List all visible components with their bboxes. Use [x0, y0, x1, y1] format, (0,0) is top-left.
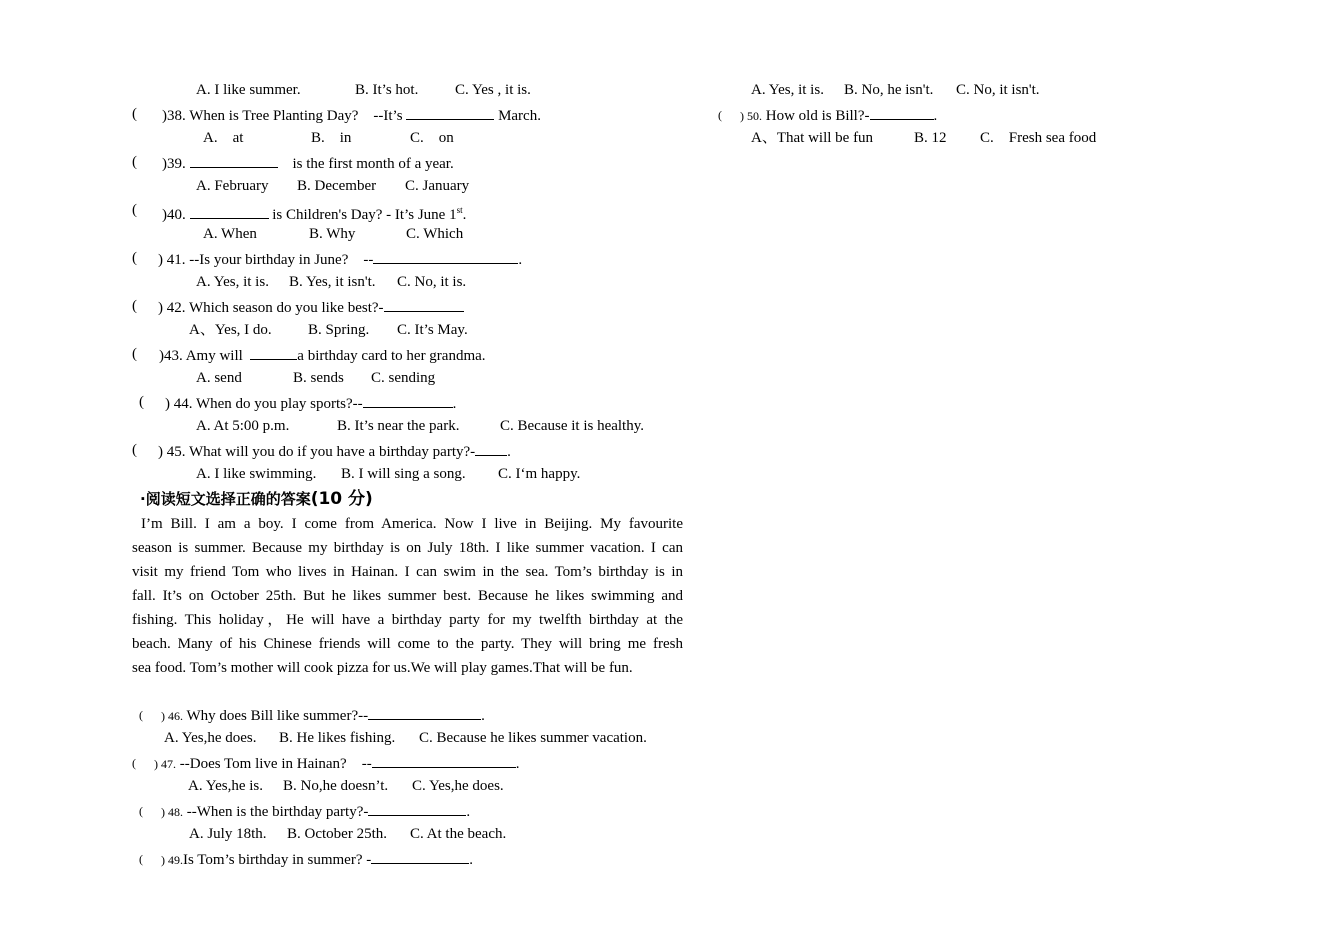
- q39-paren: (: [132, 154, 137, 170]
- reading-heading-text: ·阅读短文选择正确的答案: [140, 490, 311, 508]
- q43-answer-blank[interactable]: [250, 345, 297, 360]
- q46-text: Why does Bill like summer?--: [186, 708, 369, 724]
- q48-option-b: B. October 25th.: [287, 826, 387, 842]
- q46-option-b: B. He likes fishing.: [279, 730, 396, 746]
- q47-paren: (: [132, 756, 136, 770]
- reading-passage: [132, 512, 683, 680]
- q49-text: Is Tom’s birthday in summer? -: [183, 852, 372, 868]
- q48-text: --When is the birthday party?-: [186, 804, 369, 820]
- q48-option-a: A. July 18th.: [189, 826, 267, 842]
- q50-answer-blank[interactable]: [870, 105, 934, 120]
- question-44: [165, 393, 456, 413]
- q47-text-end: .: [515, 756, 520, 772]
- q44-option-c: C. Because it is healthy.: [500, 418, 644, 434]
- q42-number: ) 42.: [158, 300, 186, 316]
- q50-option-c: C. Fresh sea food: [980, 130, 1097, 146]
- q38-text-end: March.: [498, 108, 541, 124]
- q45-text-end: .: [507, 444, 511, 460]
- q49-paren: (: [139, 852, 143, 866]
- q48-answer-blank[interactable]: [368, 801, 466, 816]
- q42-answer-blank[interactable]: [384, 297, 464, 312]
- q47-text: --Does Tom live in Hainan?: [179, 756, 347, 772]
- q46-option-c: C. Because he likes summer vacation.: [419, 730, 647, 746]
- q39-option-a: A. February: [196, 178, 269, 194]
- q46-text-end: .: [481, 708, 485, 724]
- passage-line: beach. Many of his Chinese friends will come to the party. They will bring me fresh: [132, 636, 683, 652]
- q44-text: When do you play sports?--: [195, 396, 363, 412]
- q44-text-end: .: [452, 396, 457, 412]
- q47-answer-blank[interactable]: [372, 753, 516, 768]
- q46-paren: (: [139, 708, 143, 722]
- question-43: [159, 345, 486, 365]
- q48-option-c: C. At the beach.: [410, 826, 507, 842]
- passage-line: fishing. This holiday，He will have a birthday party for my twelfth birthday at the: [132, 612, 683, 628]
- q46-number: ) 46.: [161, 709, 183, 723]
- q48-text-end: .: [466, 804, 471, 820]
- q49-text-end: .: [469, 852, 473, 868]
- q50-number: ) 50.: [740, 109, 762, 123]
- q38-option-a: A. at: [203, 130, 244, 146]
- q45-option-c: C. I‘m happy.: [498, 466, 581, 482]
- q39-option-c: C. January: [405, 178, 470, 194]
- q49-option-a: A. Yes, it is.: [751, 82, 824, 98]
- q43-paren: (: [132, 346, 137, 362]
- q44-number: ) 44.: [165, 396, 193, 412]
- q41-paren: (: [132, 250, 137, 266]
- q40-option-c: C. Which: [406, 226, 464, 242]
- q38-answer-blank[interactable]: [406, 105, 494, 120]
- q43-option-c: C. sending: [371, 370, 436, 386]
- q42-option-c: C. It’s May.: [397, 322, 468, 338]
- q40-text: is Children's Day? - It’s June 1: [272, 207, 457, 223]
- q41-option-a: A. Yes, it is.: [196, 274, 269, 290]
- q44-option-a: A. At 5:00 p.m.: [196, 418, 290, 434]
- question-38: [162, 105, 541, 125]
- q47-option-c: C. Yes,he does.: [412, 778, 504, 794]
- passage-line: I’m Bill. I am a boy. I come from America. Now I live in Beijing. My favourite: [141, 516, 683, 532]
- q41-answer-blank[interactable]: [373, 249, 518, 264]
- q37-option-c: C. Yes , it is.: [455, 82, 531, 98]
- reading-heading-score: (10 分): [310, 489, 373, 509]
- q50-option-b: B. 12: [914, 130, 947, 146]
- q40-option-b: B. Why: [309, 226, 356, 242]
- q48-number: ) 48.: [161, 805, 183, 819]
- q40-answer-blank[interactable]: [190, 204, 269, 219]
- question-40: [162, 201, 466, 224]
- q46-answer-blank[interactable]: [368, 705, 481, 720]
- reading-section-heading: [140, 484, 373, 509]
- q39-text: is the first month of a year.: [292, 156, 454, 172]
- passage-line: season is summer. Because my birthday is on July 18th. I like summer vacation. I can: [132, 540, 683, 556]
- q50-text-end: .: [933, 108, 938, 124]
- question-41: [158, 249, 522, 269]
- question-49: [161, 849, 473, 869]
- q41-text-end: .: [518, 252, 523, 268]
- question-42: [158, 297, 464, 317]
- q48-paren: (: [139, 804, 143, 818]
- q42-text: Which season do you like best?-: [188, 300, 384, 316]
- q49-option-b: B. No, he isn't.: [844, 82, 934, 98]
- q40-text-end: .: [462, 207, 467, 223]
- q38-number: )38.: [162, 108, 186, 124]
- q45-option-b: B. I will sing a song.: [341, 466, 466, 482]
- q45-text: What will you do if you have a birthday party?-: [188, 444, 476, 460]
- q38-answer-prefix: --It’s: [373, 108, 403, 124]
- q45-answer-blank[interactable]: [475, 441, 507, 456]
- question-39: [162, 153, 454, 173]
- q39-option-b: B. December: [297, 178, 377, 194]
- q41-option-c: C. No, it is.: [397, 274, 467, 290]
- q38-paren: (: [132, 106, 137, 122]
- q37-option-a: A. I like summer.: [196, 82, 301, 98]
- q50-paren: (: [718, 108, 722, 122]
- q43-text: Amy will: [185, 348, 243, 364]
- q40-superscript: st: [456, 205, 463, 215]
- passage-line: visit my friend Tom who lives in Hainan. I can swim in the sea. Tom’s birthday is in: [132, 564, 683, 580]
- q41-option-b: B. Yes, it isn't.: [289, 274, 376, 290]
- q43-option-a: A. send: [196, 370, 242, 386]
- q38-option-c: C. on: [410, 130, 454, 146]
- q47-answer-prefix: --: [361, 756, 372, 772]
- question-47: [154, 753, 519, 773]
- q44-paren: (: [139, 394, 144, 410]
- question-46: [161, 705, 485, 725]
- q44-answer-blank[interactable]: [363, 393, 453, 408]
- q41-text: --Is your birthday in June?: [189, 252, 349, 268]
- q49-number: ) 49.: [161, 853, 183, 867]
- q42-option-a: A、Yes, I do.: [189, 322, 272, 338]
- q41-answer-prefix: --: [363, 252, 374, 268]
- question-50: [740, 105, 937, 125]
- q40-number: )40.: [162, 207, 186, 223]
- q45-paren: (: [132, 442, 137, 458]
- q50-text: How old is Bill?-: [765, 108, 870, 124]
- q43-option-b: B. sends: [293, 370, 344, 386]
- q41-number: ) 41.: [158, 252, 186, 268]
- q49-answer-blank[interactable]: [371, 849, 469, 864]
- q47-number: ) 47.: [154, 757, 176, 771]
- q39-number: )39.: [162, 156, 186, 172]
- question-48: [161, 801, 470, 821]
- question-45: [158, 441, 511, 461]
- q47-option-b: B. No,he doesn’t.: [283, 778, 389, 794]
- q42-option-b: B. Spring.: [308, 322, 370, 338]
- passage-line: fall. It’s on October 25th. But he likes summer best. Because he likes swimming and: [132, 588, 683, 604]
- q44-option-b: B. It’s near the park.: [337, 418, 460, 434]
- q43-text-end: a birthday card to her grandma.: [297, 348, 486, 364]
- q43-number: )43.: [159, 348, 183, 364]
- q37-option-b: B. It’s hot.: [355, 82, 419, 98]
- q40-paren: (: [132, 202, 137, 218]
- q45-number: ) 45.: [158, 444, 186, 460]
- q38-text: When is Tree Planting Day?: [189, 108, 359, 124]
- q39-answer-blank[interactable]: [190, 153, 278, 168]
- q49-option-c: C. No, it isn't.: [956, 82, 1040, 98]
- q42-paren: (: [132, 298, 137, 314]
- passage-line: sea food. Tom’s mother will cook pizza for us.We will play games.That will be fun.: [132, 660, 633, 676]
- q50-option-a: A、That will be fun: [751, 130, 874, 146]
- q47-option-a: A. Yes,he is.: [188, 778, 264, 794]
- q38-option-b: B. in: [311, 130, 352, 146]
- q46-option-a: A. Yes,he does.: [164, 730, 257, 746]
- q45-option-a: A. I like swimming.: [196, 466, 317, 482]
- q40-option-a: A. When: [203, 226, 257, 242]
